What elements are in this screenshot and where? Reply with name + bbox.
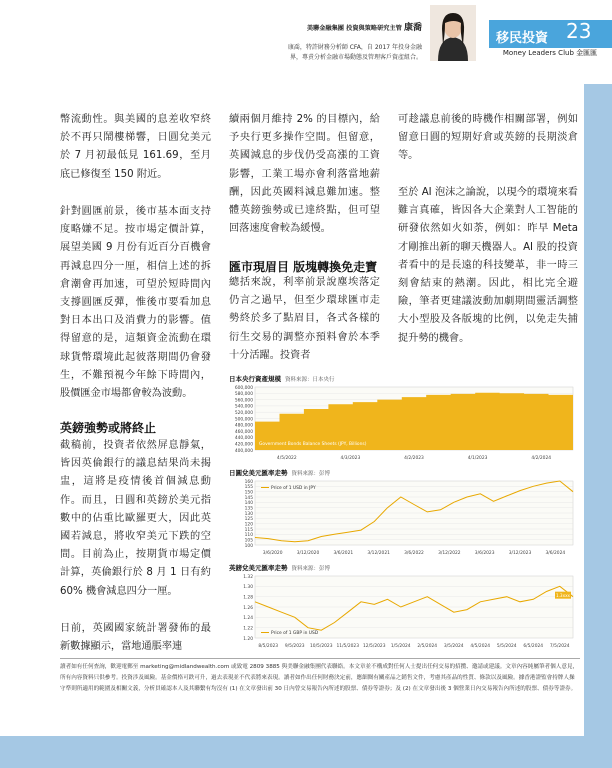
y-tick-label: 140 (244, 501, 253, 507)
paragraph: 截稿前，投資者依然屏息靜氣，皆因英倫銀行的議息結果尚未揭盅，這將是疫情後首個減息動作。而且，日圓和英鎊於美元指數中的佔重比歐羅更大，因此英國若減息，將收窄美元下跌的空間。目前為止，按期貨市場定價計算，英倫銀行於 8 月 1 日有約 60% 機會減息四分一厘。 (60, 440, 211, 597)
column-3-top (398, 111, 578, 166)
paragraph: 針對圓匯前景，後市基本面支持度略嫌不足。按市場定價計算，展望美國 9 月份有近百分百機會再減息四分一厘，相信上述的拆倉潮會再加速，可望於短時間內支撐圓匯反彈，惟後市要看加息對日本出口及消費力的影響。值得留意的是，這類資金流動在環球貨幣環境此起彼落期間仍會發生，不難預視今年餘下時間內，股價匯金市場都會較為波動。 (60, 206, 211, 400)
chart-source: 資料來源：日本央行 (285, 377, 335, 383)
y-tick-label: 115 (244, 527, 253, 533)
x-tick-label: 3/12/2022 (438, 551, 461, 556)
chart-plot (229, 573, 581, 650)
heading-gbp: 英鎊強勢或將終止 (60, 421, 157, 435)
bottom-margin-strip (0, 736, 584, 768)
last-value-label: 1.3xxx (555, 593, 571, 599)
y-tick-label: 540,000 (234, 404, 253, 410)
x-tick-label: 3/6/2021 (333, 551, 354, 556)
x-tick-label: 3/6/2020 (262, 551, 283, 556)
author-bio-line-1: 康喬，特許財務分析師 CFA，自 2017 年投身金融 (287, 44, 422, 51)
y-tick-label: 155 (244, 485, 253, 491)
y-tick-label: 1.24 (243, 616, 253, 622)
column-3-lower (398, 184, 578, 348)
x-tick-label: 9/5/2023 (284, 644, 305, 649)
x-tick-label: 4/5/2022 (276, 456, 297, 461)
paragraph: 續兩個月維持 2% 的目標內，給予央行更多操作空間。但留意，英國減息的步伐仍受高漲的工資影響，工業工場亦會利落當地薪酬，因此英國料減息難加速。整體英鎊強勢或已達終點，但可望回落速度會較為緩慢。 (229, 114, 380, 235)
x-tick-label: 4/1/2023 (467, 456, 488, 461)
page-header (0, 0, 612, 84)
x-tick-label: 4/3/2023 (340, 456, 361, 461)
column-2-lower (229, 274, 380, 365)
x-tick-label: 8/5/2023 (258, 644, 279, 649)
chart-boj-assets (229, 374, 581, 462)
right-margin-strip (584, 84, 612, 768)
y-tick-label: 145 (244, 495, 253, 501)
legend-label: Government Bonds Balance Sheets (JPY, Billions) (259, 442, 367, 447)
author-name: 康喬 (403, 23, 422, 33)
chart-title: 日圓兌美元匯率走勢 資料來源：彭博 (229, 469, 331, 477)
y-tick-label: 160 (244, 479, 253, 485)
y-tick-label: 100 (244, 543, 253, 549)
chart-title: 日本央行資產規模 資料來源：日本央行 (229, 375, 335, 383)
y-tick-label: 440,000 (234, 436, 253, 442)
chart-source: 資料來源：彭博 (291, 471, 331, 477)
heading-china: 匯市現眉目 版塊轉換免走寶 (229, 260, 378, 274)
y-tick-label: 600,000 (234, 385, 253, 391)
chart-usdjpy (229, 468, 581, 557)
chart-source: 資料來源：彭博 (291, 566, 331, 572)
column-1-top (60, 111, 211, 184)
y-tick-label: 1.30 (243, 585, 253, 591)
y-tick-label: 460,000 (234, 429, 253, 435)
paragraph: 幣流動性。與美國的息差收窄終於不再只鬧樓梯響，日圓兌美元於 7 月初最低見 161.69，至月底已修復至 150 附近。 (60, 114, 211, 180)
legend-label: Price of 1 USD in JPY (271, 486, 316, 491)
y-tick-label: 1.28 (243, 595, 253, 601)
y-tick-label: 1.26 (243, 605, 253, 611)
x-tick-label: 5/5/2024 (496, 644, 517, 649)
x-tick-label: 1/5/2024 (390, 644, 411, 649)
disclaimer: 讀者如有任何查詢，歡迎電郵至 marketing@midlandwealth.com 或致電 2809 3885 與美聯金融集團代表聯絡。本文章並不構成對任何人士提出任何交易的招攬、邀請或建議。文章內容純屬筆者個人意見，所有內容資料只供參考。投資涉及風險。基金價格可跌可升，過去表現並不代表將來表現。讀者如作出任何財務決定前，應細閱有關產品之銷售文件，考慮其產品的性質、條款以及風險。據香港證監會持牌人操守準則所適用的範圍及相關文義，分析員確認本人及其聯繫有均沒有 (1) 在文章發出前 30 日內曾交易報告內所述的股票、債券等證券；及 (2) 在文章發出後 3 個營業日內交易報告內所述的股票、債券等證券。 (60, 664, 579, 692)
x-tick-label: 2/5/2024 (417, 644, 438, 649)
x-tick-label: 3/12/2023 (508, 551, 532, 556)
x-tick-label: 10/5/2023 (309, 644, 333, 649)
y-tick-label: 1.20 (243, 636, 253, 642)
x-tick-label: 4/2/2024 (531, 456, 552, 461)
y-tick-label: 400,000 (234, 448, 253, 454)
chart-plot (229, 384, 581, 462)
section-title: 移民投資 (496, 31, 549, 46)
x-tick-label: 3/12/2021 (367, 551, 390, 556)
y-tick-label: 105 (244, 538, 253, 544)
chart-plot (229, 478, 581, 557)
x-tick-label: 6/5/2024 (523, 644, 544, 649)
x-tick-label: 3/6/2022 (404, 551, 424, 556)
y-tick-label: 500,000 (234, 417, 253, 423)
x-tick-label: 3/5/2024 (443, 644, 464, 649)
x-tick-label: 11/5/2023 (336, 644, 360, 649)
chart-gbpusd (229, 563, 581, 650)
paragraph: 日前，英國國家統計署發佈的最新數據顯示，當地通脹率連 (60, 623, 211, 653)
author-bio (236, 43, 422, 63)
y-tick-label: 110 (244, 533, 253, 539)
author-title: 美聯金融集團 投資與策略研究主管 康喬 (306, 23, 422, 33)
column-1-lower (60, 437, 211, 601)
column-1-mid (60, 203, 211, 403)
x-tick-label: 12/5/2023 (362, 644, 386, 649)
x-tick-label: 3/12/2020 (296, 551, 320, 556)
y-tick-label: 125 (244, 517, 253, 523)
y-tick-label: 420,000 (234, 442, 253, 448)
paragraph: 至於 AI 泡沫之論說，以現今的環境來看難言真確，皆因各大企業對人工智能的研發依然如火如荼，例如：昨早 Meta 才剛推出新的聊天機器人。AI 股的投資者看中的是長遠的科技變革，非一時三刻會結束的熱潮。因此，相比完全避險，筆者更建議波動加劇期間靈活調整大小型股及各版塊的比例，以免走失捕捉升勢的機會。 (398, 187, 578, 344)
brand-label: Money Leaders Club 金匯匯 (502, 49, 598, 57)
column-2-top (229, 111, 380, 238)
column-1-bottom (60, 620, 211, 656)
x-tick-label: 7/5/2024 (549, 644, 570, 649)
y-tick-label: 1.32 (243, 574, 253, 580)
paragraph: 可趁議息前後的時機作相關部署，例如留意日圓的短期好倉或英鎊的長期淡倉等。 (398, 114, 578, 162)
legend-label: Price of 1 GBP in USD (271, 631, 319, 636)
y-tick-label: 150 (244, 490, 253, 496)
y-tick-label: 120 (244, 522, 253, 528)
y-tick-label: 130 (244, 511, 253, 517)
y-tick-label: 580,000 (234, 392, 253, 398)
page-number: 23 (566, 19, 592, 43)
x-tick-label: 3/6/2024 (545, 551, 566, 556)
y-tick-label: 1.22 (243, 626, 253, 632)
paragraph: 總括來說，利率前景說塵埃落定仍言之過早，但至少環球匯市走勢終於多了點眉目，各式各樣的衍生交易的調整亦預料會於本季十分活躍。投資者 (229, 277, 380, 361)
y-tick-label: 480,000 (234, 423, 253, 429)
y-tick-label: 560,000 (234, 398, 253, 404)
footer-divider (60, 658, 580, 659)
x-tick-label: 4/5/2024 (470, 644, 491, 649)
chart-title: 英鎊兌美元匯率走勢 資料來源：彭博 (229, 564, 331, 572)
x-tick-label: 3/6/2023 (474, 551, 495, 556)
author-bio-line-2: 界，專責分析金融市場動態及管理客戶資產組合。 (289, 54, 422, 61)
y-tick-label: 520,000 (234, 411, 253, 416)
author-portrait (430, 5, 476, 61)
y-tick-label: 135 (244, 506, 253, 512)
x-tick-label: 4/2/2023 (404, 456, 424, 461)
